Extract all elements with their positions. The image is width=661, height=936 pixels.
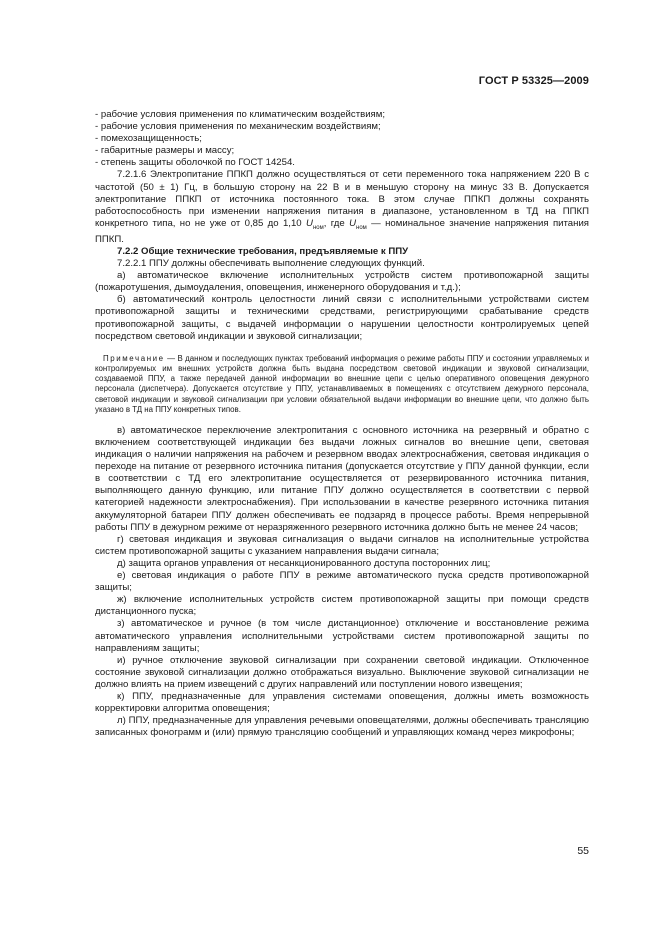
list-item-v: в) автоматическое переключение электропитания с основного источника на резервный и обратно с включением соответствующей индикации без выдачи ложных сигналов во внешние цепи, световая индикация о наличии напряжения на рабочем и резервном вводах электроснабжения, световая индикация о переходе на питание от резервного источника питания (допускается отсутствие у ППУ данной функции, если в соответствии с ТД его электропитание осуществляется от резервированного источника питания, выполняющего данную функцию, или питание ППУ должно осуществляется в соответствии с первой категорией надежности электроснабжения). При использовании в качестве резервного источника питания аккумуляторной батареи ППУ должен обеспечивать ее подзаряд в процессе работы. Время непрерывной работы ППУ в дежурном режиме от неразряженного резервного источника должно быть не менее 24 часов;	[95, 424, 589, 533]
list-item-zh: ж) включение исполнительных устройств систем противопожарной защиты при помощи средств дистанционного пуска;	[95, 594, 589, 618]
note-label: Примечание	[103, 353, 165, 363]
section-heading-7-2-2: 7.2.2 Общие технические требования, предъявляемые к ППУ	[117, 245, 409, 257]
list-item-g: г) световая индикация и звуковая сигнализация о выдачи сигналов на исполнительные устройства систем противопожарной защиты с указанием направления выдачи сигнала;	[95, 533, 589, 557]
list-item-k: к) ППУ, предназначенные для управления системами оповещения, должны иметь возможность корректировки алгоритма оповещения;	[95, 690, 589, 715]
page-number: 55	[577, 845, 589, 857]
list-item: - габаритные размеры и массу;	[95, 145, 235, 157]
document-standard-number: ГОСТ Р 53325—2009	[478, 75, 589, 87]
list-item-a: а) автоматическое включение исполнительных устройств систем противопожарной защиты (пожаротушения, дымоудаления, оповещения, инженерного оборудования и т.д.);	[95, 270, 589, 294]
page-content	[95, 109, 589, 739]
paragraph-7-2-1-6: 7.2.1.6 Электропитание ППКП должно осуществляться от сети переменного тока напряжением 220 В с частотой (50 ± 1) Гц, в большую сторону на 22 В и в меньшую сторону на минус 33 В. Допускается электропитание ППКП от источника постоянного тока. В этом случае ППКП должны сохранять работоспособность при изменении напряжения питания в диапазоне, установленном в ТД на ППКП конкретного типа, но не уже от 0,85 до 1,10 $U_{ном}$, где $U_{ном}$ — номинальное значение напряжения питания ППКП.	[95, 169, 589, 245]
list-item-l: л) ППУ, предназначенные для управления речевыми оповещателями, должны обеспечивать трансляцию записанных фонограмм и (или) прямую трансляцию сообщений и управляющих команд через микрофоны;	[95, 715, 589, 739]
list-item: - рабочие условия применения по климатическим воздействиям;	[95, 109, 386, 120]
list-item-i: и) ручное отключение звуковой сигнализации при сохранении световой индикации. Отключенное состояние звуковой сигнализации должно отображаться визуально. Выключение звуковой сигнализации не должно влиять на прием извещений с других направлений или поступлении нового извещения;	[95, 654, 589, 690]
list-item: - степень защиты оболочкой по ГОСТ 14254.	[95, 157, 295, 169]
paragraph-7-2-2-1: 7.2.2.1 ППУ должны обеспечивать выполнение следующих функций.	[117, 258, 425, 270]
note-text: — В данном и последующих пунктах требований информация о режиме работы ППУ и состоянии управляемых и контролируемых им внешних устройств должна быть выдана посредством световой индикации и звуковой сигнализации, создаваемой ППУ, а также передачей данной информации во внешние цепи с целью оперативного оповещения дежурного персонала (диспетчера). Допускается отсутствие у ППУ, устанавливаемых в помещениях с отсутствием дежурного персонала, световой индикации и звуковой сигнализации при условии обязательной выдачи информации во внешние цепи, что должно быть указано в ТД на ППУ конкретных типов.	[95, 353, 589, 414]
note-block	[95, 354, 589, 415]
list-item: - рабочие условия применения по механическим воздействиям;	[95, 121, 381, 133]
list-item-d: д) защита органов управления от несанкционированного доступа посторонних лиц;	[117, 557, 491, 569]
list-item-e: е) световая индикация о работе ППУ в режиме автоматического пуска средств противопожарной защиты;	[95, 570, 589, 594]
list-item-z: з) автоматическое и ручное (в том числе дистанционное) отключение и восстановление режима автоматического управления исполнительными устройствами систем противопожарной защиты по направлениям защиты;	[95, 618, 589, 654]
list-item-b: б) автоматический контроль целостности линий связи с исполнительными устройствами систем противопожарной защиты и техническими средствами, регистрирующими срабатывание средств противопожарной защиты, с выдачей информации о нарушении целостности контролируемых цепей посредством световой индикации и звуковой сигнализации;	[95, 294, 589, 342]
list-item: - помехозащищенность;	[95, 133, 202, 145]
